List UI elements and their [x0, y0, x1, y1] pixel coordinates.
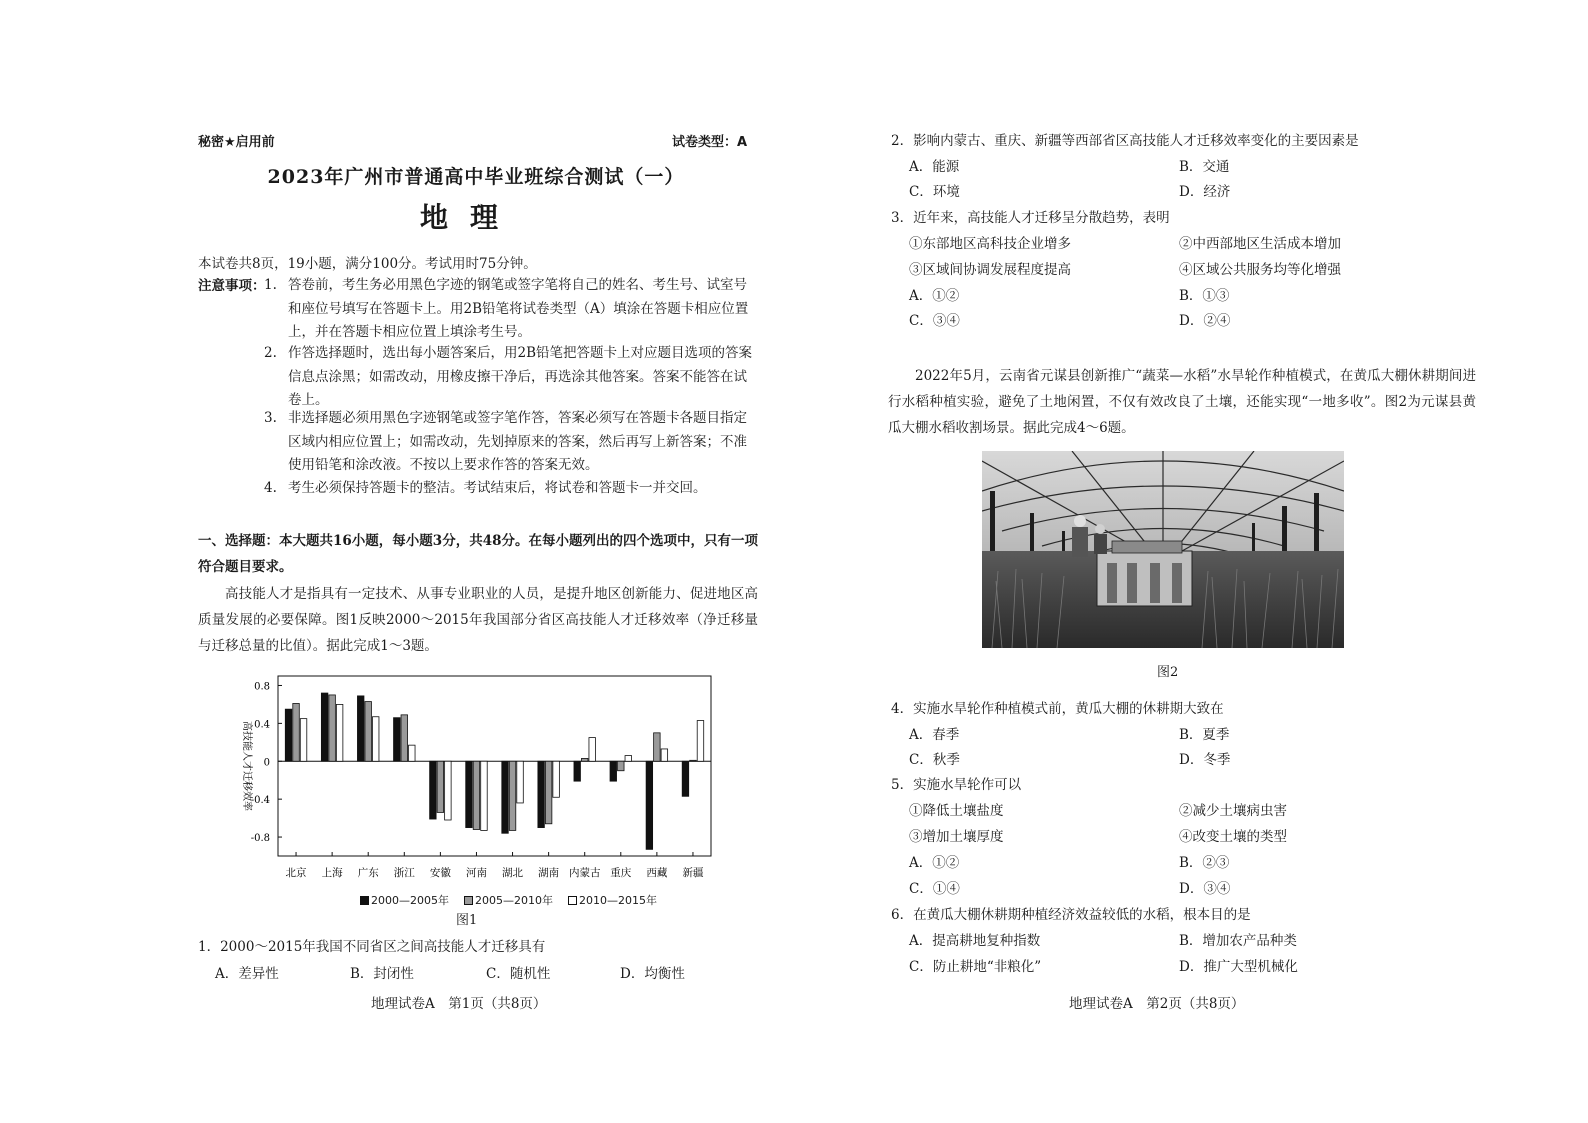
q6-option-b: B．增加农产品种类: [1179, 933, 1297, 949]
figure-1-caption: 图1: [456, 913, 478, 928]
q3-option-a: A．①②: [909, 288, 960, 304]
note-number: 2.: [264, 345, 277, 361]
y-tick-label: 0.8: [254, 681, 270, 693]
q3-option-b: B．①③: [1179, 288, 1230, 304]
q2-option-c: C．环境: [909, 184, 960, 200]
exam-title: 2023年广州市普通高中毕业班综合测试（一）: [267, 166, 685, 188]
x-tick-label: 湖南: [538, 867, 560, 879]
q2-option-d: D．经济: [1179, 184, 1231, 200]
q3-option-d: D．②④: [1179, 313, 1231, 329]
passage-1: 高技能人才是指具有一定技术、从事专业职业的人员，是提升地区创新能力、促进地区高质量发展的必要保障。图1反映2000～2015年我国部分省区高技能人才迁移效率（净迁移量与迁移总量的比值）。据此完成1～3题。: [198, 586, 758, 654]
passage-2: 2022年5月，云南省元谋县创新推广“蔬菜—水稻”水旱轮作种植模式，在黄瓜大棚休耕期间进行水稻种植实验，避免了土地闲置，不仅有效改良了土壤，还能实现“一地多收”。图2为元谋县黄瓜大棚水稻收割场景。据此完成4～6题。: [888, 368, 1476, 436]
bar-1: [574, 761, 581, 781]
note-text: 非选择题必须用黑色字迹钢笔或签字笔作答，答案必须写在答题卡各题目指定区域内相应位置上；如需改动，先划掉原来的答案，然后再写上新答案；不准使用铅笔和涂改液。不按以上要求作答的答案无效。: [288, 410, 747, 473]
bar-3: [372, 717, 379, 762]
bar-2: [545, 761, 552, 824]
x-tick-label: 安徽: [429, 867, 451, 879]
q5-stem: 5．实施水旱轮作可以: [891, 777, 1022, 793]
paper-type-label: 试卷类型：A: [672, 135, 748, 150]
note-number: 4.: [264, 480, 277, 496]
page-1-footer: 地理试卷A 第1页（共8页）: [371, 996, 547, 1012]
q1-option-a: A．差异性: [215, 966, 279, 982]
note-item-2: [264, 342, 758, 413]
note-number: 3.: [264, 410, 277, 426]
y-tick-label: -0.4: [250, 795, 270, 807]
x-tick-label: 上海: [321, 867, 343, 879]
bar-3: [553, 761, 560, 797]
q4-option-c: C．秋季: [909, 752, 960, 768]
y-axis-label: 高技能人才迁移效率: [241, 721, 252, 811]
intro-line: 本试卷共8页，19小题，满分100分。考试用时75分钟。: [198, 256, 537, 272]
bar-3: [445, 761, 452, 820]
legend-label-1: 2000—2005年: [371, 894, 449, 907]
q5-item-2: ②减少土壤病虫害: [1179, 803, 1287, 819]
q5-item-4: ④改变土壤的类型: [1179, 829, 1287, 845]
bar-2: [618, 761, 625, 770]
note-item-1: [264, 274, 758, 345]
subject-title: 地理: [420, 201, 521, 234]
q4-option-a: A．春季: [909, 727, 960, 743]
section-heading: 一、选择题：本大题共16小题，每小题3分，共48分。在每小题列出的四个选项中，只有一项符合题目要求。: [198, 533, 758, 575]
q3-option-c: C．③④: [909, 313, 960, 329]
legend-swatch-1: [360, 896, 369, 905]
bar-3: [300, 719, 307, 762]
bar-2: [293, 703, 300, 761]
bar-1: [321, 693, 328, 761]
q4-stem: 4．实施水旱轮作种植模式前，黄瓜大棚的休耕期大致在: [891, 701, 1224, 717]
y-tick-label: 0: [263, 757, 270, 769]
q6-stem: 6．在黄瓜大棚休耕期种植经济效益较低的水稻，根本目的是: [891, 907, 1251, 923]
legend-label-3: 2010—2015年: [579, 894, 657, 907]
bar-chart: [206, 668, 726, 900]
bar-1: [394, 718, 401, 762]
legend-label-2: 2005—2010年: [475, 894, 553, 907]
q1-option-b: B．封闭性: [350, 966, 414, 982]
x-tick-label: 新疆: [682, 867, 704, 879]
bar-1: [285, 709, 292, 761]
q3-stem: 3．近年来，高技能人才迁移呈分散趋势，表明: [891, 210, 1170, 226]
note-number: 1.: [264, 277, 277, 293]
q1-option-c: C．随机性: [486, 966, 551, 982]
note-text: 作答选择题时，选出每小题答案后，用2B铅笔把答题卡上对应题目选项的答案信息点涂黑；如需改动，用橡皮擦干净后，再选涂其他答案。答案不能答在试卷上。: [288, 345, 753, 408]
bar-1: [466, 761, 473, 827]
bar-3: [697, 721, 704, 762]
q5-item-1: ①降低土壤盐度: [909, 803, 1004, 819]
q2-stem: 2．影响内蒙古、重庆、新疆等西部省区高技能人才迁移效率变化的主要因素是: [891, 133, 1359, 149]
bar-1: [430, 761, 437, 819]
q3-item-1: ①东部地区高科技企业增多: [909, 236, 1071, 252]
x-tick-label: 湖北: [502, 867, 524, 879]
bar-1: [646, 761, 653, 849]
bar-1: [610, 761, 617, 781]
bar-2: [581, 758, 588, 761]
q5-option-d: D．③④: [1179, 881, 1231, 897]
x-tick-label: 广东: [357, 867, 379, 879]
figure-2-caption: 图2: [1157, 665, 1179, 680]
bar-3: [589, 738, 596, 762]
q2-option-a: A．能源: [909, 159, 960, 175]
q5-item-3: ③增加土壤厚度: [909, 829, 1004, 845]
bar-3: [409, 745, 416, 761]
q3-item-3: ③区域间协调发展程度提高: [909, 262, 1071, 278]
y-tick-label: 0.4: [254, 719, 270, 731]
figure-1-chart: [206, 668, 726, 900]
x-tick-label: 重庆: [610, 867, 632, 879]
q3-item-2: ②中西部地区生活成本增加: [1179, 236, 1341, 252]
q6-option-a: A．提高耕地复种指数: [909, 933, 1041, 949]
bar-2: [473, 761, 480, 829]
q6-option-d: D．推广大型机械化: [1179, 959, 1298, 975]
q3-item-4: ④区域公共服务均等化增强: [1179, 262, 1341, 278]
bar-1: [357, 696, 364, 761]
q2-option-b: B．交通: [1179, 159, 1230, 175]
chart-legend: [360, 892, 657, 908]
bar-2: [654, 733, 661, 761]
note-item-4: [264, 477, 758, 501]
q4-option-d: D．冬季: [1179, 752, 1231, 768]
page-2-footer: 地理试卷A 第2页（共8页）: [1069, 996, 1245, 1012]
secret-label: 秘密★启用前: [198, 135, 275, 150]
bar-3: [481, 761, 488, 830]
bar-3: [517, 761, 524, 803]
x-tick-label: 河南: [465, 867, 487, 879]
bar-1: [502, 761, 509, 833]
bar-2: [329, 695, 336, 761]
note-text: 考生必须保持答题卡的整洁。考试结束后，将试卷和答题卡一并交回。: [288, 480, 707, 496]
q5-option-a: A．①②: [909, 855, 960, 871]
bar-1: [538, 761, 545, 827]
bar-2: [690, 760, 697, 761]
legend-swatch-2: [464, 896, 473, 905]
x-tick-label: 浙江: [393, 867, 415, 879]
greenhouse-harvest-image: [982, 451, 1344, 648]
q1-stem: 1．2000～2015年我国不同省区之间高技能人才迁移具有: [198, 939, 546, 955]
bar-2: [401, 715, 408, 761]
bar-1: [682, 761, 689, 796]
q5-option-c: C．①④: [909, 881, 960, 897]
notes-label: 注意事项：: [198, 278, 266, 294]
note-text: 答卷前，考生务必用黑色字迹的钢笔或签字笔将自己的姓名、考生号、试室号和座位号填写在答题卡上。用2B铅笔将试卷类型（A）填涂在答题卡相应位置上，并在答题卡相应位置上填涂考生号。: [288, 277, 749, 340]
bar-2: [509, 761, 515, 830]
bar-3: [336, 704, 343, 761]
y-tick-label: -0.8: [250, 833, 270, 845]
q1-option-d: D．均衡性: [620, 966, 685, 982]
bar-2: [437, 761, 444, 812]
x-tick-label: 北京: [285, 867, 307, 879]
figure-2-photo: [982, 451, 1344, 648]
bar-3: [661, 749, 668, 761]
note-item-3: [264, 407, 758, 478]
q4-option-b: B．夏季: [1179, 727, 1230, 743]
x-tick-label: 西藏: [646, 867, 668, 879]
bar-3: [625, 756, 632, 762]
legend-swatch-3: [568, 896, 577, 905]
bar-2: [365, 702, 372, 762]
q5-option-b: B．②③: [1179, 855, 1230, 871]
x-tick-label: 内蒙古: [568, 867, 601, 879]
q6-option-c: C．防止耕地“非粮化”: [909, 959, 1042, 975]
